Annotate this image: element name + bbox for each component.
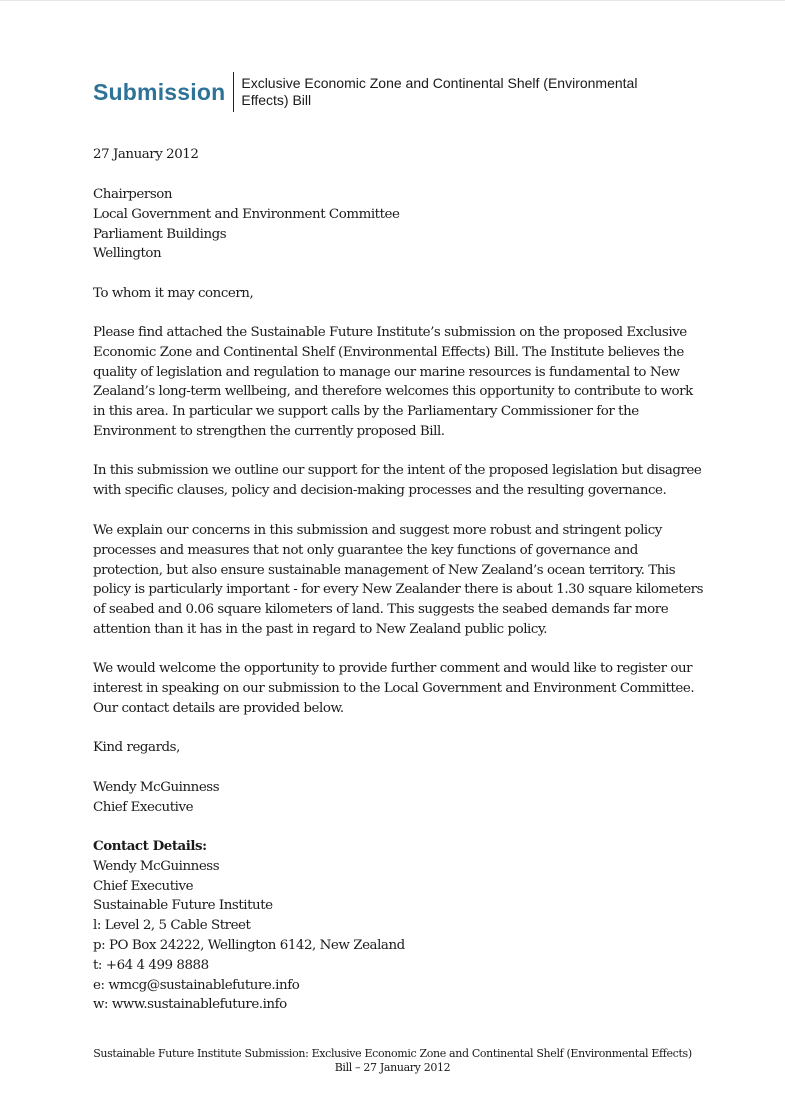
page-footer — [60, 1047, 725, 1075]
contact-title: Chief Executive — [93, 878, 194, 894]
document-header — [93, 72, 681, 112]
contact-telephone: t: +64 4 499 8888 — [93, 957, 209, 973]
paragraph-line: with specific clauses, policy and decision-making processes and the resulting governance. — [93, 482, 667, 498]
contact-postal: p: PO Box 24222, Wellington 6142, New Zealand — [93, 937, 405, 953]
letter-date — [93, 145, 713, 165]
paragraph-outline — [93, 461, 713, 501]
paragraph-welcome — [93, 659, 713, 718]
paragraph-line: Please find attached the Sustainable Future Institute’s submission on the proposed Exclusive — [93, 325, 687, 340]
paragraph-line: quality of legislation and regulation to manage our marine resources is fundamental to New — [93, 364, 680, 380]
signature-block — [93, 778, 713, 818]
header-title: Submission — [93, 78, 226, 105]
signature-name: Wendy McGuinness — [93, 780, 220, 795]
paragraph-line: protection, but also ensure sustainable management of New Zealand’s ocean territory. This — [93, 562, 676, 578]
paragraph-line: in this area. In particular we support calls by the Parliamentary Commissioner for the — [93, 404, 639, 420]
recipient-line: Local Government and Environment Committee — [93, 206, 400, 222]
contact-name: Wendy McGuinness — [93, 858, 220, 874]
header-divider — [233, 72, 234, 112]
paragraph-line: processes and measures that not only guarantee the key functions of governance and — [93, 542, 638, 558]
paragraph-line: of seabed and 0.06 square kilometers of land. This suggests the seabed demands far more — [93, 602, 669, 618]
recipient-line: Wellington — [93, 246, 162, 262]
paragraph-concerns — [93, 521, 713, 640]
contact-details — [93, 837, 713, 1015]
header-subtitle-line: Exclusive Economic Zone and Continental Shelf (Environmental — [241, 75, 638, 91]
paragraph-intro — [93, 323, 713, 442]
contact-website: w: www.sustainablefuture.info — [93, 997, 287, 1013]
paragraph-line: We explain our concerns in this submission and suggest more robust and stringent policy — [93, 523, 662, 538]
paragraph-line: Our contact details are provided below. — [93, 700, 344, 716]
salutation-text: To whom it may concern, — [93, 286, 254, 301]
paragraph-line: We would welcome the opportunity to provide further comment and would like to register our — [93, 661, 693, 676]
recipient-address — [93, 185, 713, 264]
recipient-line: Chairperson — [93, 187, 173, 202]
contact-location: l: Level 2, 5 Cable Street — [93, 918, 251, 934]
date-text: 27 January 2012 — [93, 147, 199, 162]
paragraph-line: Economic Zone and Continental Shelf (Environmental Effects) Bill. The Institute believes the — [93, 344, 684, 360]
footer-line: Sustainable Future Institute Submission: Exclusive Economic Zone and Continental Shelf (Environmental Effects) — [93, 1047, 692, 1060]
closing-text: Kind regards, — [93, 740, 180, 755]
header-subtitle — [241, 75, 681, 109]
footer-line: Bill – 27 January 2012 — [334, 1061, 451, 1074]
signature-title: Chief Executive — [93, 799, 194, 815]
contact-email: e: wmcg@sustainablefuture.info — [93, 977, 300, 993]
paragraph-line: attention than it has in the past in regard to New Zealand public policy. — [93, 621, 548, 637]
closing — [93, 738, 713, 758]
recipient-line: Parliament Buildings — [93, 226, 227, 242]
paragraph-line: Zealand’s long-term wellbeing, and therefore welcomes this opportunity to contribute to work — [93, 384, 693, 400]
paragraph-line: In this submission we outline our support for the intent of the proposed legislation but disagree — [93, 463, 702, 478]
page-top-border — [0, 0, 785, 1]
header-subtitle-line: Effects) Bill — [241, 92, 312, 108]
paragraph-line: Environment to strengthen the currently proposed Bill. — [93, 423, 445, 439]
paragraph-line: interest in speaking on our submission to the Local Government and Environment Committee. — [93, 680, 695, 696]
salutation — [93, 284, 713, 304]
paragraph-line: policy is particularly important - for every New Zealander there is about 1.30 square kilometers — [93, 582, 704, 598]
contact-heading: Contact Details: — [93, 838, 207, 854]
contact-organisation: Sustainable Future Institute — [93, 898, 273, 914]
